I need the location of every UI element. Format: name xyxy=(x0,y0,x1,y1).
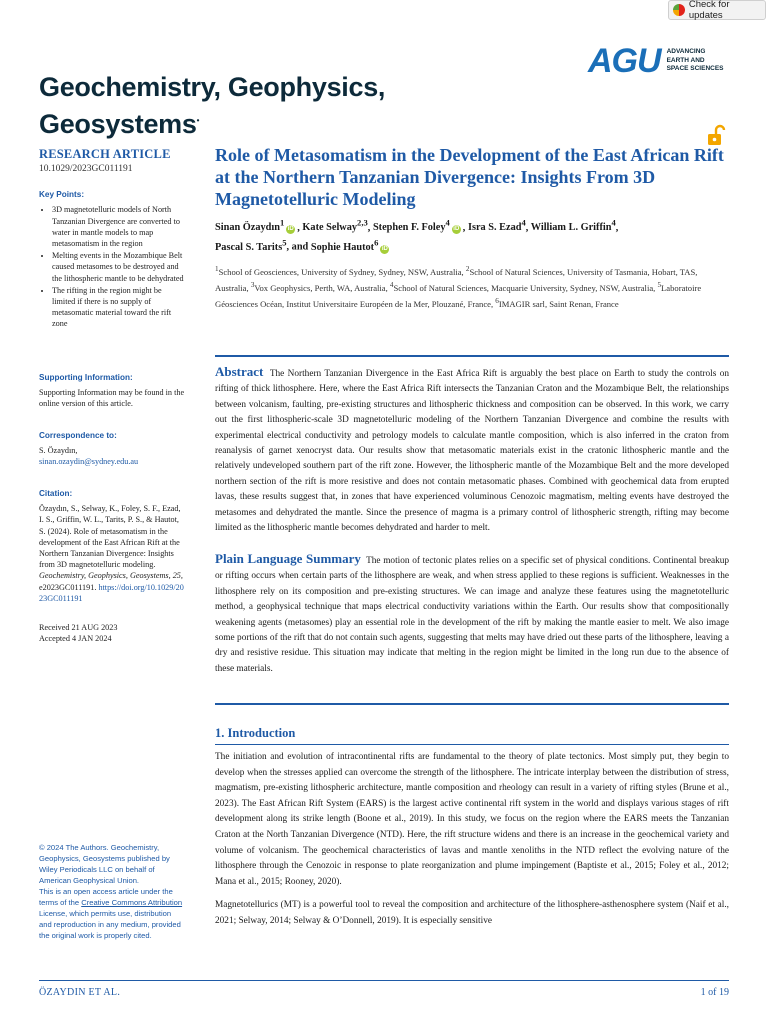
orcid-icon[interactable]: iD xyxy=(381,245,388,252)
article-type: RESEARCH ARTICLE xyxy=(39,147,171,161)
citation-journal: Geochemistry, Geophysics, Geosystems, 25, xyxy=(39,571,183,581)
dates-section xyxy=(39,622,185,644)
footer-page-number: 1 of 19 xyxy=(700,987,729,998)
section-divider xyxy=(215,744,729,745)
affiliation: Laboratoire Géosciences Océan, Institut Universitaire Européen de la Mer, Plouzané, France, xyxy=(215,282,702,309)
check-for-updates-button[interactable] xyxy=(668,0,766,20)
author: Sophie Hautot$^6$ xyxy=(310,237,379,253)
journal-title-line1: Geochemistry, Geophysics, xyxy=(39,72,386,102)
agu-logo-mark: AGU xyxy=(588,42,661,80)
key-point-item: • Melting events in the Mozambique Belt caused metasomes to be destroyed and the lithospheric mantle to be dehydrated xyxy=(52,250,185,284)
introduction-paragraph: Magnetotellurics (MT) is a powerful tool to reveal the composition and architecture of the lithosphere-asthenosphere system (Naif et al., 2021; Selway, 2014; Selway & O’Donnell, 2019). It is especially sensitive xyxy=(215,900,729,926)
author: Pascal S. Tarits$^5$ xyxy=(215,237,287,253)
author: Stephen F. Foley$^4$ xyxy=(372,218,450,234)
abstract-heading: Abstract xyxy=(215,364,264,379)
supporting-info-section xyxy=(39,372,185,410)
affiliation: School of Natural Sciences, University of Tasmania, Hobart, TAS, Australia, xyxy=(215,266,698,293)
abstract-text: The Northern Tanzanian Divergence in the East Africa Rift is arguably the best place on Earth to study the controls on rifting of thick lithosphere. Here, where the East Africa Rift intersects the Tanzanian Craton and the Mozambique Belt, the relationships between volcanism, faulting, pre-existing structures and lithospheric thickness and composition can be observed. In this work, we carry out the first lithospheric-scale 3D magnetotelluric modeling of the Northern Tanzanian Divergence and combine the results with experimental electrical conductivity and petrology models to calculate mantle composition, which is also inferred in the craton from reanalysis of garnet xenocryst data. Our results show that metasomatic materials exist in the cratonic lithospheric mantle and the relatively undeveloped southern part of the rift zone. However, the lithospheric mantle of the Mozambique Belt and the more developed northern section of the rift is more resistive and does not contain metasomatic phases. Combined with geochemical data from erupted lavas, these results suggest that, in zones that have experienced voluminous Cenozoic magmatism, melting events have destroyed the metasomes and dehydrated the mantle. Since the presence of magma is a primary control of lithospheric strength, rifting may become limited as the lithospheric mantle becomes dehydrated and harder to melt. xyxy=(215,369,729,534)
footer-authors: ÖZAYDIN ET AL. xyxy=(39,987,121,998)
article-title: Role of Metasomatism in the Development of the East African Rift at the Northern Tanzanian Divergence: Insights From 3D Magnetotelluric Modeling xyxy=(215,145,724,209)
journal-title-line2: Geosystems• xyxy=(39,109,200,139)
citation-article-id: e2023GC011191. xyxy=(39,582,97,592)
plain-language-summary-heading: Plain Language Summary xyxy=(215,551,361,566)
agu-logo-line: SPACE SCIENCES xyxy=(666,65,724,73)
correspondence-name: S. Özaydın, xyxy=(39,446,78,456)
affiliation: School of Natural Sciences, Macquarie University, Sydney, NSW, Australia, xyxy=(393,282,656,293)
orcid-icon[interactable]: iD xyxy=(287,226,294,233)
author: Kate Selway$^{2,3}$ xyxy=(302,218,368,234)
introduction-paragraph: The initiation and evolution of intracontinental rifts are fundamental to the theory of plate tectonics. Most simply put, they begin to develop when the stresses applied can overcome the strength of the lithosphere. The intricate interplay between the distribution of stress, magmatism, pre-existing lithospheric architecture, mantle composition and rheology can result in a variety of rifting styles (Brune et al., 2023). The East African Rift System (EARS) is the largest active continental rift system in the world and displays various stages of rift development along its strike length (Boone et al., 2019). In this study, we focus on the region where the EARS meets the Tanzanian Craton at the North Tanzanian Divergence (NTD). Here, the rift structure widens and there is an increase in the geochemical variety and volume of volcanism. The geochemical characteristics of lavas and mantle xenoliths in the NTD reflect the evolving nature of the lithosphere through the Cenozoic in response to plate reorganization and plume impingement (Baptiste et al., 2015; Foley et al., 2012; Mana et al., 2015; Rooney, 2020). xyxy=(215,752,729,887)
introduction-section xyxy=(215,750,729,938)
citation-doi-link[interactable]: https://doi.org/10.1029/2023GC011191 xyxy=(39,582,184,603)
introduction-heading: 1. Introduction xyxy=(215,726,296,740)
citation-text xyxy=(39,503,185,604)
citation-heading: Citation: xyxy=(39,489,73,498)
license-link[interactable]: Creative Commons Attribution xyxy=(81,898,183,907)
copyright-section xyxy=(39,842,185,941)
affiliation: School of Geosciences, University of Sydney, Sydney, NSW, Australia, xyxy=(218,266,464,277)
crossmark-icon xyxy=(673,4,685,16)
abstract-section xyxy=(215,364,729,536)
author: William L. Griffin$^4$ xyxy=(530,218,616,234)
received-date: Received 21 AUG 2023 xyxy=(39,623,118,632)
correspondence-email-link[interactable]: sinan.ozaydin@sydney.edu.au xyxy=(39,457,139,467)
license-post: License, which permits use, distribution and reproduction in any medium, provided the original work is properly cited. xyxy=(39,909,181,940)
doi: 10.1029/2023GC011191 xyxy=(39,164,133,174)
copyright-text: © 2024 The Authors. Geochemistry, Geophysics, Geosystems published by Wiley Periodicals LLC on behalf of American Geophysical Union. xyxy=(39,843,170,885)
check-for-updates-label: Check for updates xyxy=(688,0,730,21)
supporting-info-text: Supporting Information may be found in the online version of this article. xyxy=(39,388,185,409)
accepted-date: Accepted 4 JAN 2024 xyxy=(39,634,112,644)
main-column xyxy=(215,144,729,310)
orcid-icon[interactable]: iD xyxy=(453,226,460,233)
plain-language-summary-section xyxy=(215,551,729,677)
key-points-section xyxy=(39,189,185,329)
key-point-item: • The rifting in the region might be limited if there is no supply of metasomatic material toward the rift zone xyxy=(52,285,185,330)
left-sidebar xyxy=(39,146,185,940)
affiliation: IMAGIR sarl, Saint Renan, France xyxy=(498,298,619,309)
author: Isra S. Ezad$^4$ xyxy=(467,218,526,234)
affiliations: $^1$School of Geosciences, University of Sydney, Sydney, NSW, Australia, $^2$School of Natural Sciences, University of Tasmania, Hobart, TAS, Australia, $^3$Vox Geophysics, Perth, WA, Australia, $^4$School of Natural Sciences, Macquarie University, Sydney, NSW, Australia, $^5$Laboratoire Géosciences Océan, Institut Universitaire Européen de la Mer, Plouzané, France, $^6$IMAGIR sarl, Saint Renan, France xyxy=(215,264,702,309)
correspondence-heading: Correspondence to: xyxy=(39,431,117,440)
license-text xyxy=(39,886,185,941)
agu-logo xyxy=(588,44,724,78)
affiliation: Vox Geophysics, Perth, WA, Australia, xyxy=(254,282,388,293)
plain-language-summary-text: The motion of tectonic plates relies on a specific set of physical conditions. Continental breakup or rifting occurs when certain parts of the lithosphere are weak, and when stress applied to these regions is sufficient. Weaknesses in the lithosphere rely on its composition and pre-existing structures. We can image and analyze these features using the magnetotelluric method, a geophysical technique that maps electrical conductivity variations within the Earth. Our results show that compositionally weakening agents (metasomes) play an essential role in the development of the rift by making the mantle easier to melt. We also image some portions of the rift that do not contain such agents, suggesting that melts may have dried out these parts of the lithosphere, leaving a dry and resistive residue. This situation may indicate that melting in the region might be limited in the long run due to the absence of these materials. xyxy=(215,556,730,674)
agu-logo-line: EARTH AND xyxy=(666,56,705,64)
section-divider xyxy=(215,703,729,705)
key-points-heading: Key Points: xyxy=(39,190,85,200)
agu-logo-line: ADVANCING xyxy=(666,48,706,56)
author-list: Sinan Özaydın$^1$iD , Kate Selway$^{2,3}$, Stephen F. Foley$^4$iD , Isra S. Ezad$^4$, William L. Griffin$^4$, Pascal S. Tarits$^5$, and Sophie Hautot$^6$iD xyxy=(215,218,619,253)
key-points-list xyxy=(39,204,185,329)
key-point-item: • 3D magnetotelluric models of North Tanzanian Divergence are converted to water in mantle models to map metasomatism in the region xyxy=(52,204,185,249)
author: Sinan Özaydın$^1$ xyxy=(215,218,285,234)
section-divider xyxy=(215,355,729,357)
footer-divider xyxy=(39,980,729,981)
citation-section xyxy=(39,488,185,604)
license-pre: This is an open access article under the terms of the xyxy=(39,887,173,907)
correspondence-section xyxy=(39,430,185,468)
agu-logo-text xyxy=(667,48,724,74)
journal-title xyxy=(39,70,385,141)
supporting-info-heading: Supporting Information: xyxy=(39,373,133,382)
citation-body: Özaydın, S., Selway, K., Foley, S. F., Ezad, I. S., Griffin, W. L., Tarits, P. S., & Hautot, S. (2024). Role of metasomatism in the development of the East African Rift at the Northern Tanzanian Divergence: Insights from 3D magnetotelluric modeling. xyxy=(39,504,181,570)
